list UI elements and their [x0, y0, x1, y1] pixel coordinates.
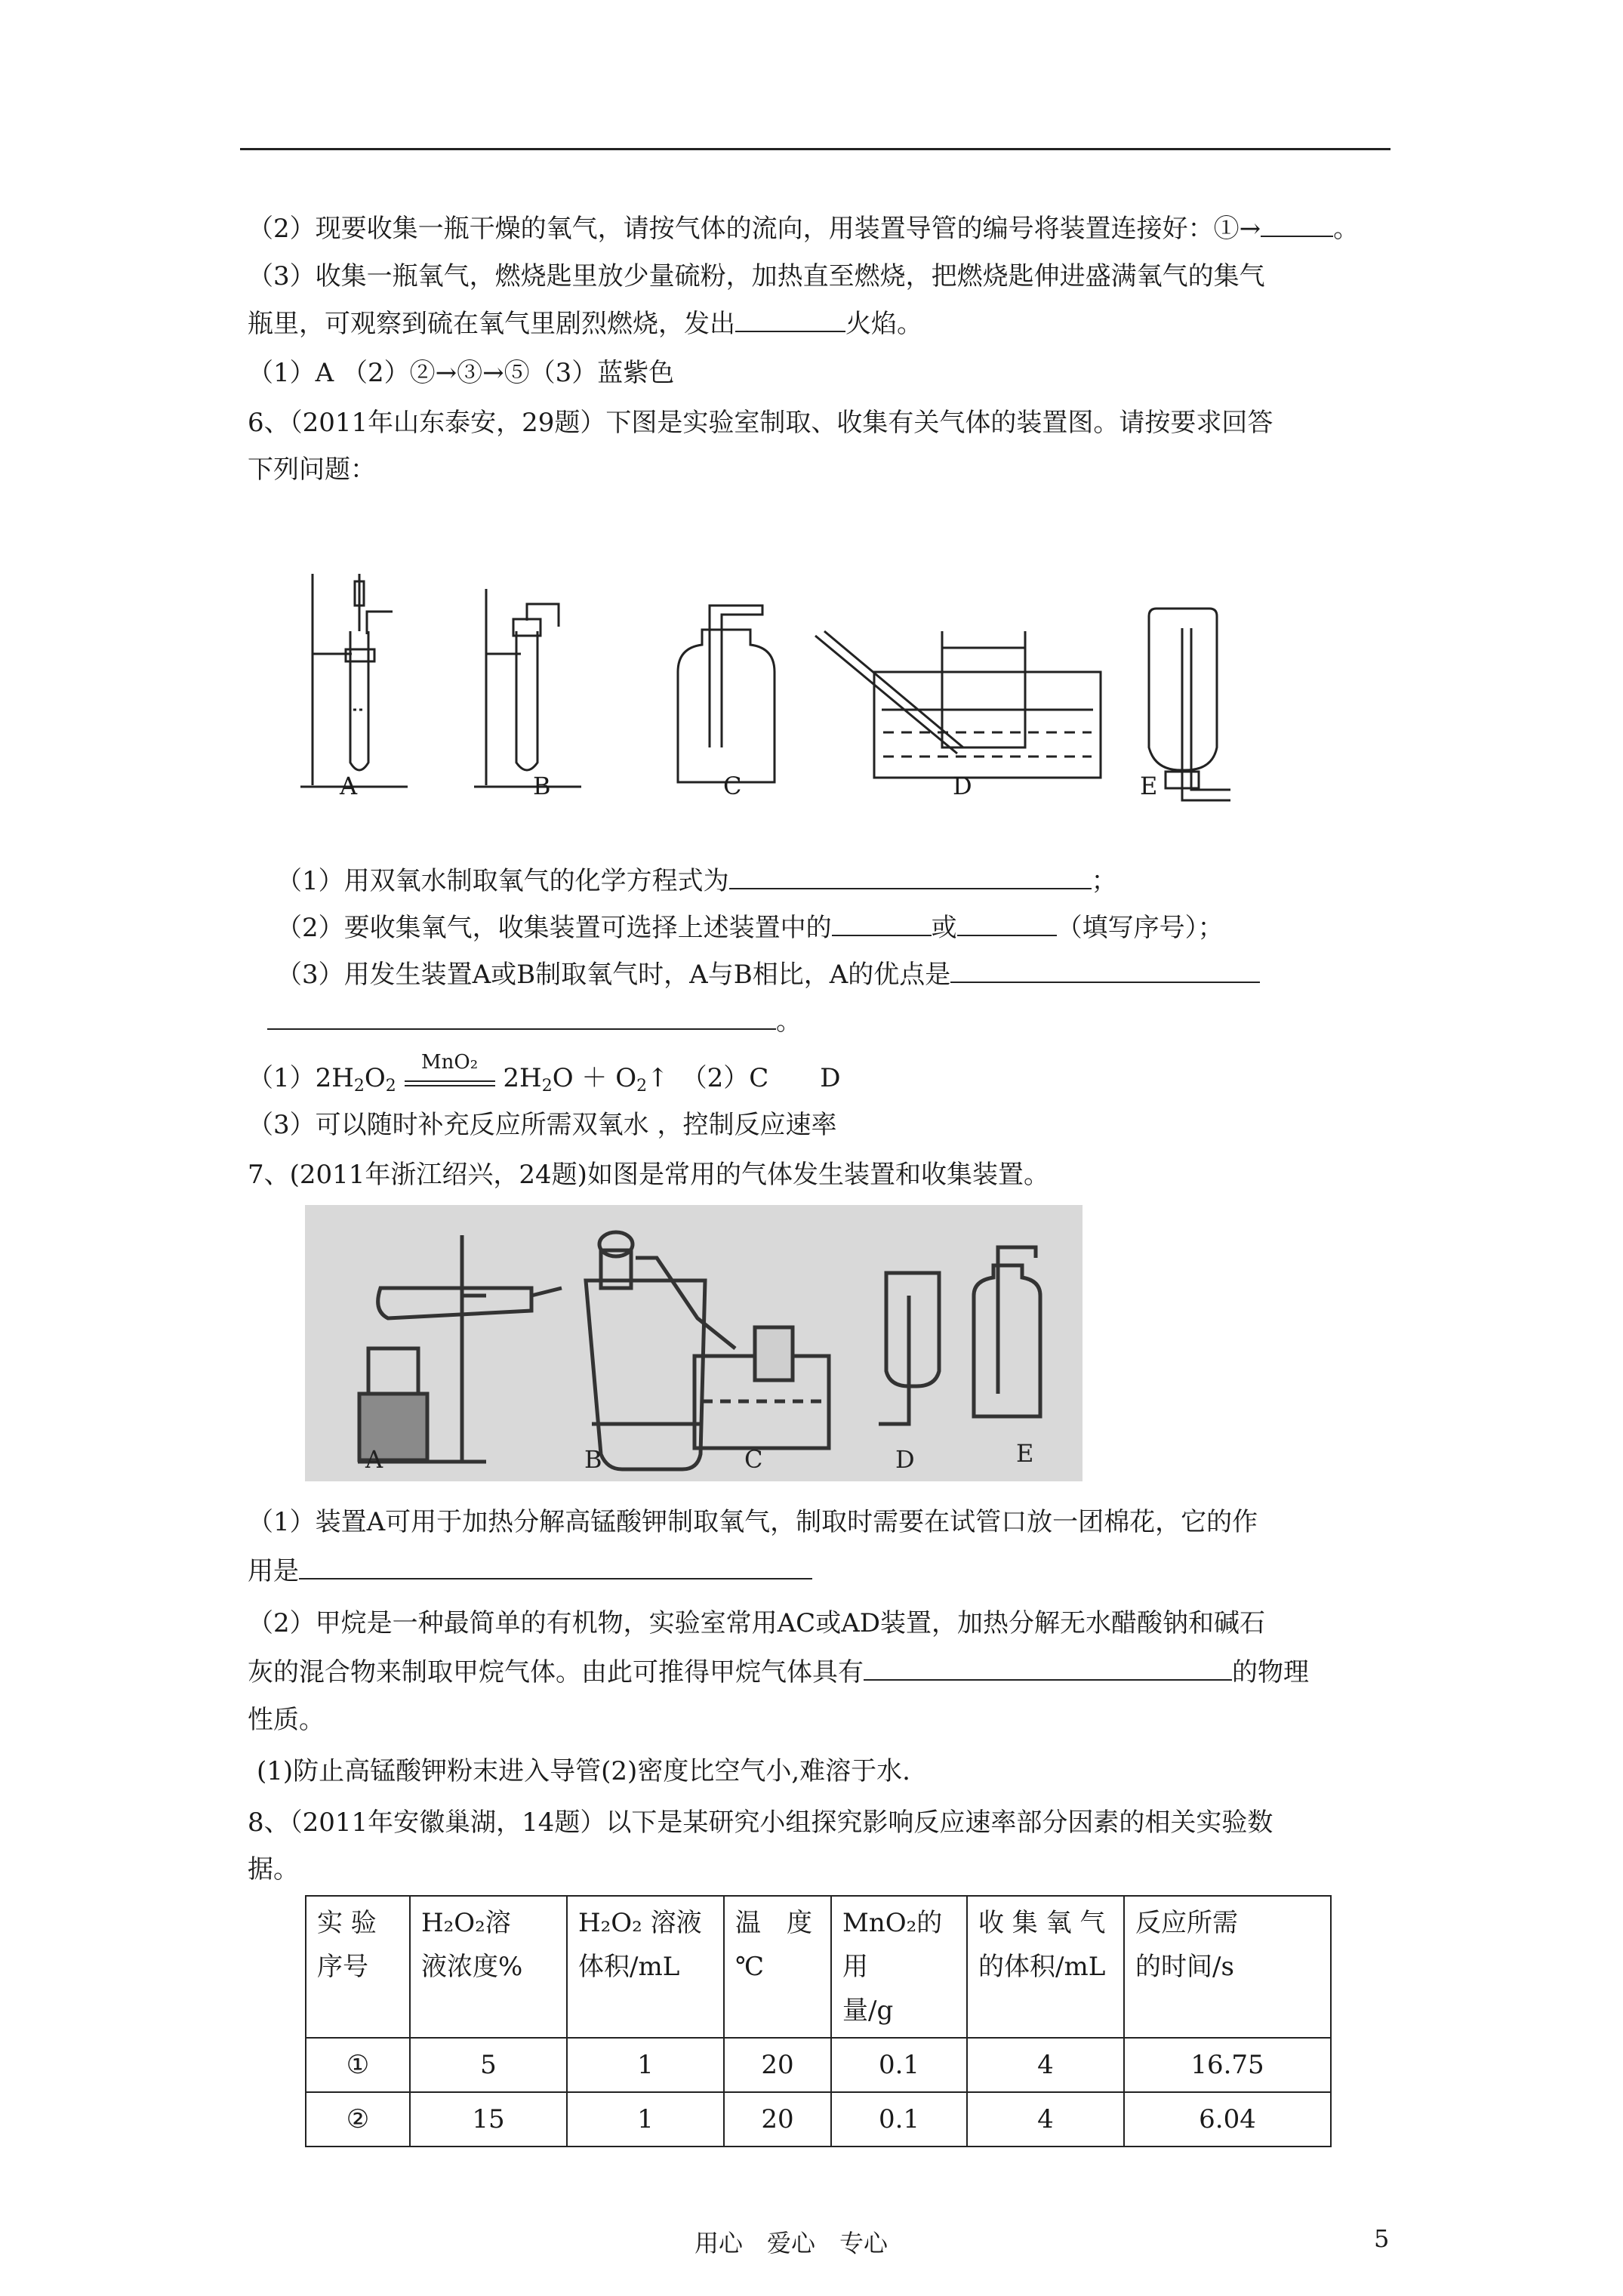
table-cell: 4	[967, 2038, 1124, 2092]
table-cell: 16.75	[1124, 2038, 1331, 2092]
q6-label-c: C	[723, 772, 742, 800]
q6-part2: （2）要收集氧气，收集装置可选择上述装置中的 或 （填写序号）；	[276, 905, 1224, 951]
footer-motto: 用心 爱心 专心	[694, 2229, 888, 2257]
header-cell: MnO₂的用 量/g	[831, 1896, 967, 2038]
q6-label-d: D	[953, 772, 972, 800]
q6-part1: （1）用双氧水制取氧气的化学方程式为 ；	[276, 858, 1117, 904]
table-cell: ①	[306, 2038, 410, 2092]
header-rule	[240, 148, 1390, 150]
header-cell: H₂O₂溶 液浓度%	[410, 1896, 567, 2038]
q7-part2-c: 性质。	[248, 1705, 325, 1735]
table-cell: ②	[306, 2092, 410, 2147]
header-cell: H₂O₂ 溶液 体积/mL	[567, 1896, 724, 2038]
q8-title-a: 8、（2011年安徽巢湖，14题）以下是某研究小组探究影响反应速率部分因素的相关实验数	[248, 1808, 1273, 1838]
q6-part3: （3）用发生装置A或B制取氧气时，A与B相比，A的优点是	[276, 951, 1260, 997]
table-cell: 1	[567, 2038, 724, 2092]
q8-data-table	[305, 1895, 1332, 2147]
table-cell: 4	[967, 2092, 1124, 2147]
table-cell: 5	[410, 2038, 567, 2092]
q7-part2-b: 灰的混合物来制取甲烷气体。由此可推得甲烷气体具有 的物理	[248, 1649, 1309, 1695]
table-cell: 20	[724, 2038, 831, 2092]
q6-label-e: E	[1140, 772, 1158, 800]
catalyst-equals-sign: MnO₂	[405, 1061, 495, 1086]
q5-part3-b: 瓶里，可观察到硫在氧气里剧烈燃烧，发出 火焰。	[248, 300, 922, 347]
q7-label-b: B	[584, 1445, 602, 1474]
table-cell: 6.04	[1124, 2092, 1331, 2147]
table-row	[306, 2038, 1331, 2092]
q6-title-b: 下列问题：	[248, 455, 376, 485]
q6-part3-cont: 。	[267, 998, 802, 1044]
q7-label-c: C	[744, 1445, 763, 1474]
q6-label-a: A	[340, 772, 358, 800]
header-cell: 反应所需 的时间/s	[1124, 1896, 1331, 2038]
q7-part1-b: 用是	[248, 1548, 812, 1594]
table-cell: 0.1	[831, 2092, 967, 2147]
q7-label-e: E	[1016, 1439, 1034, 1468]
header-cell: 温 度 ℃	[724, 1896, 831, 2038]
table-cell: 15	[410, 2092, 567, 2147]
table-row	[306, 2092, 1331, 2147]
table-cell: 20	[724, 2092, 831, 2147]
q5-part2: （2）现要收集一瓶干燥的氧气，请按气体的流向，用装置导管的编号将装置连接好：①→ 。	[248, 205, 1359, 251]
page-number: 5	[1374, 2224, 1390, 2253]
q7-part2-a: （2）甲烷是一种最简单的有机物，实验室常用AC或AD装置，加热分解无水醋酸钠和碱石	[248, 1608, 1266, 1638]
q7-apparatus-photo	[305, 1205, 1083, 1481]
table-header-row	[306, 1896, 1331, 2038]
q6-answer-equation: $(1)2H_2O_2$ MnO₂ $2H_2O$ ＋ $O_2↑$ （2）C D	[248, 1051, 841, 1096]
q6-title-a: 6、（2011年山东泰安，29题）下图是实验室制取、收集有关气体的装置图。请按要求回答	[248, 408, 1273, 438]
q5-answer: （1）A （2）②→③→⑤（3）蓝紫色	[248, 358, 675, 388]
q6-apparatus-figure	[287, 559, 1230, 815]
q7-part1-a: （1）装置A可用于加热分解高锰酸钾制取氧气，制取时需要在试管口放一团棉花，它的作	[248, 1507, 1258, 1537]
table-cell: 1	[567, 2092, 724, 2147]
q7-answer: (1)防止高锰酸钾粉末进入导管(2)密度比空气小,难溶于水.	[257, 1756, 910, 1786]
q7-title: 7、(2011年浙江绍兴，24题)如图是常用的气体发生装置和收集装置。	[248, 1160, 1049, 1190]
q5-part3-a: （3）收集一瓶氧气，燃烧匙里放少量硫粉，加热直至燃烧，把燃烧匙伸进盛满氧气的集气	[248, 261, 1265, 291]
header-cell: 收 集 氧 气 的体积/mL	[967, 1896, 1124, 2038]
header-cell: 实 验 序号	[306, 1896, 410, 2038]
table-cell: 0.1	[831, 2038, 967, 2092]
q6-answer-3: （3）可以随时补充反应所需双氧水 ，控制反应速率	[248, 1110, 837, 1140]
q8-title-b: 据。	[248, 1854, 299, 1885]
q6-label-b: B	[533, 772, 551, 800]
q7-label-a: A	[365, 1445, 383, 1474]
q7-label-d: D	[895, 1445, 915, 1474]
